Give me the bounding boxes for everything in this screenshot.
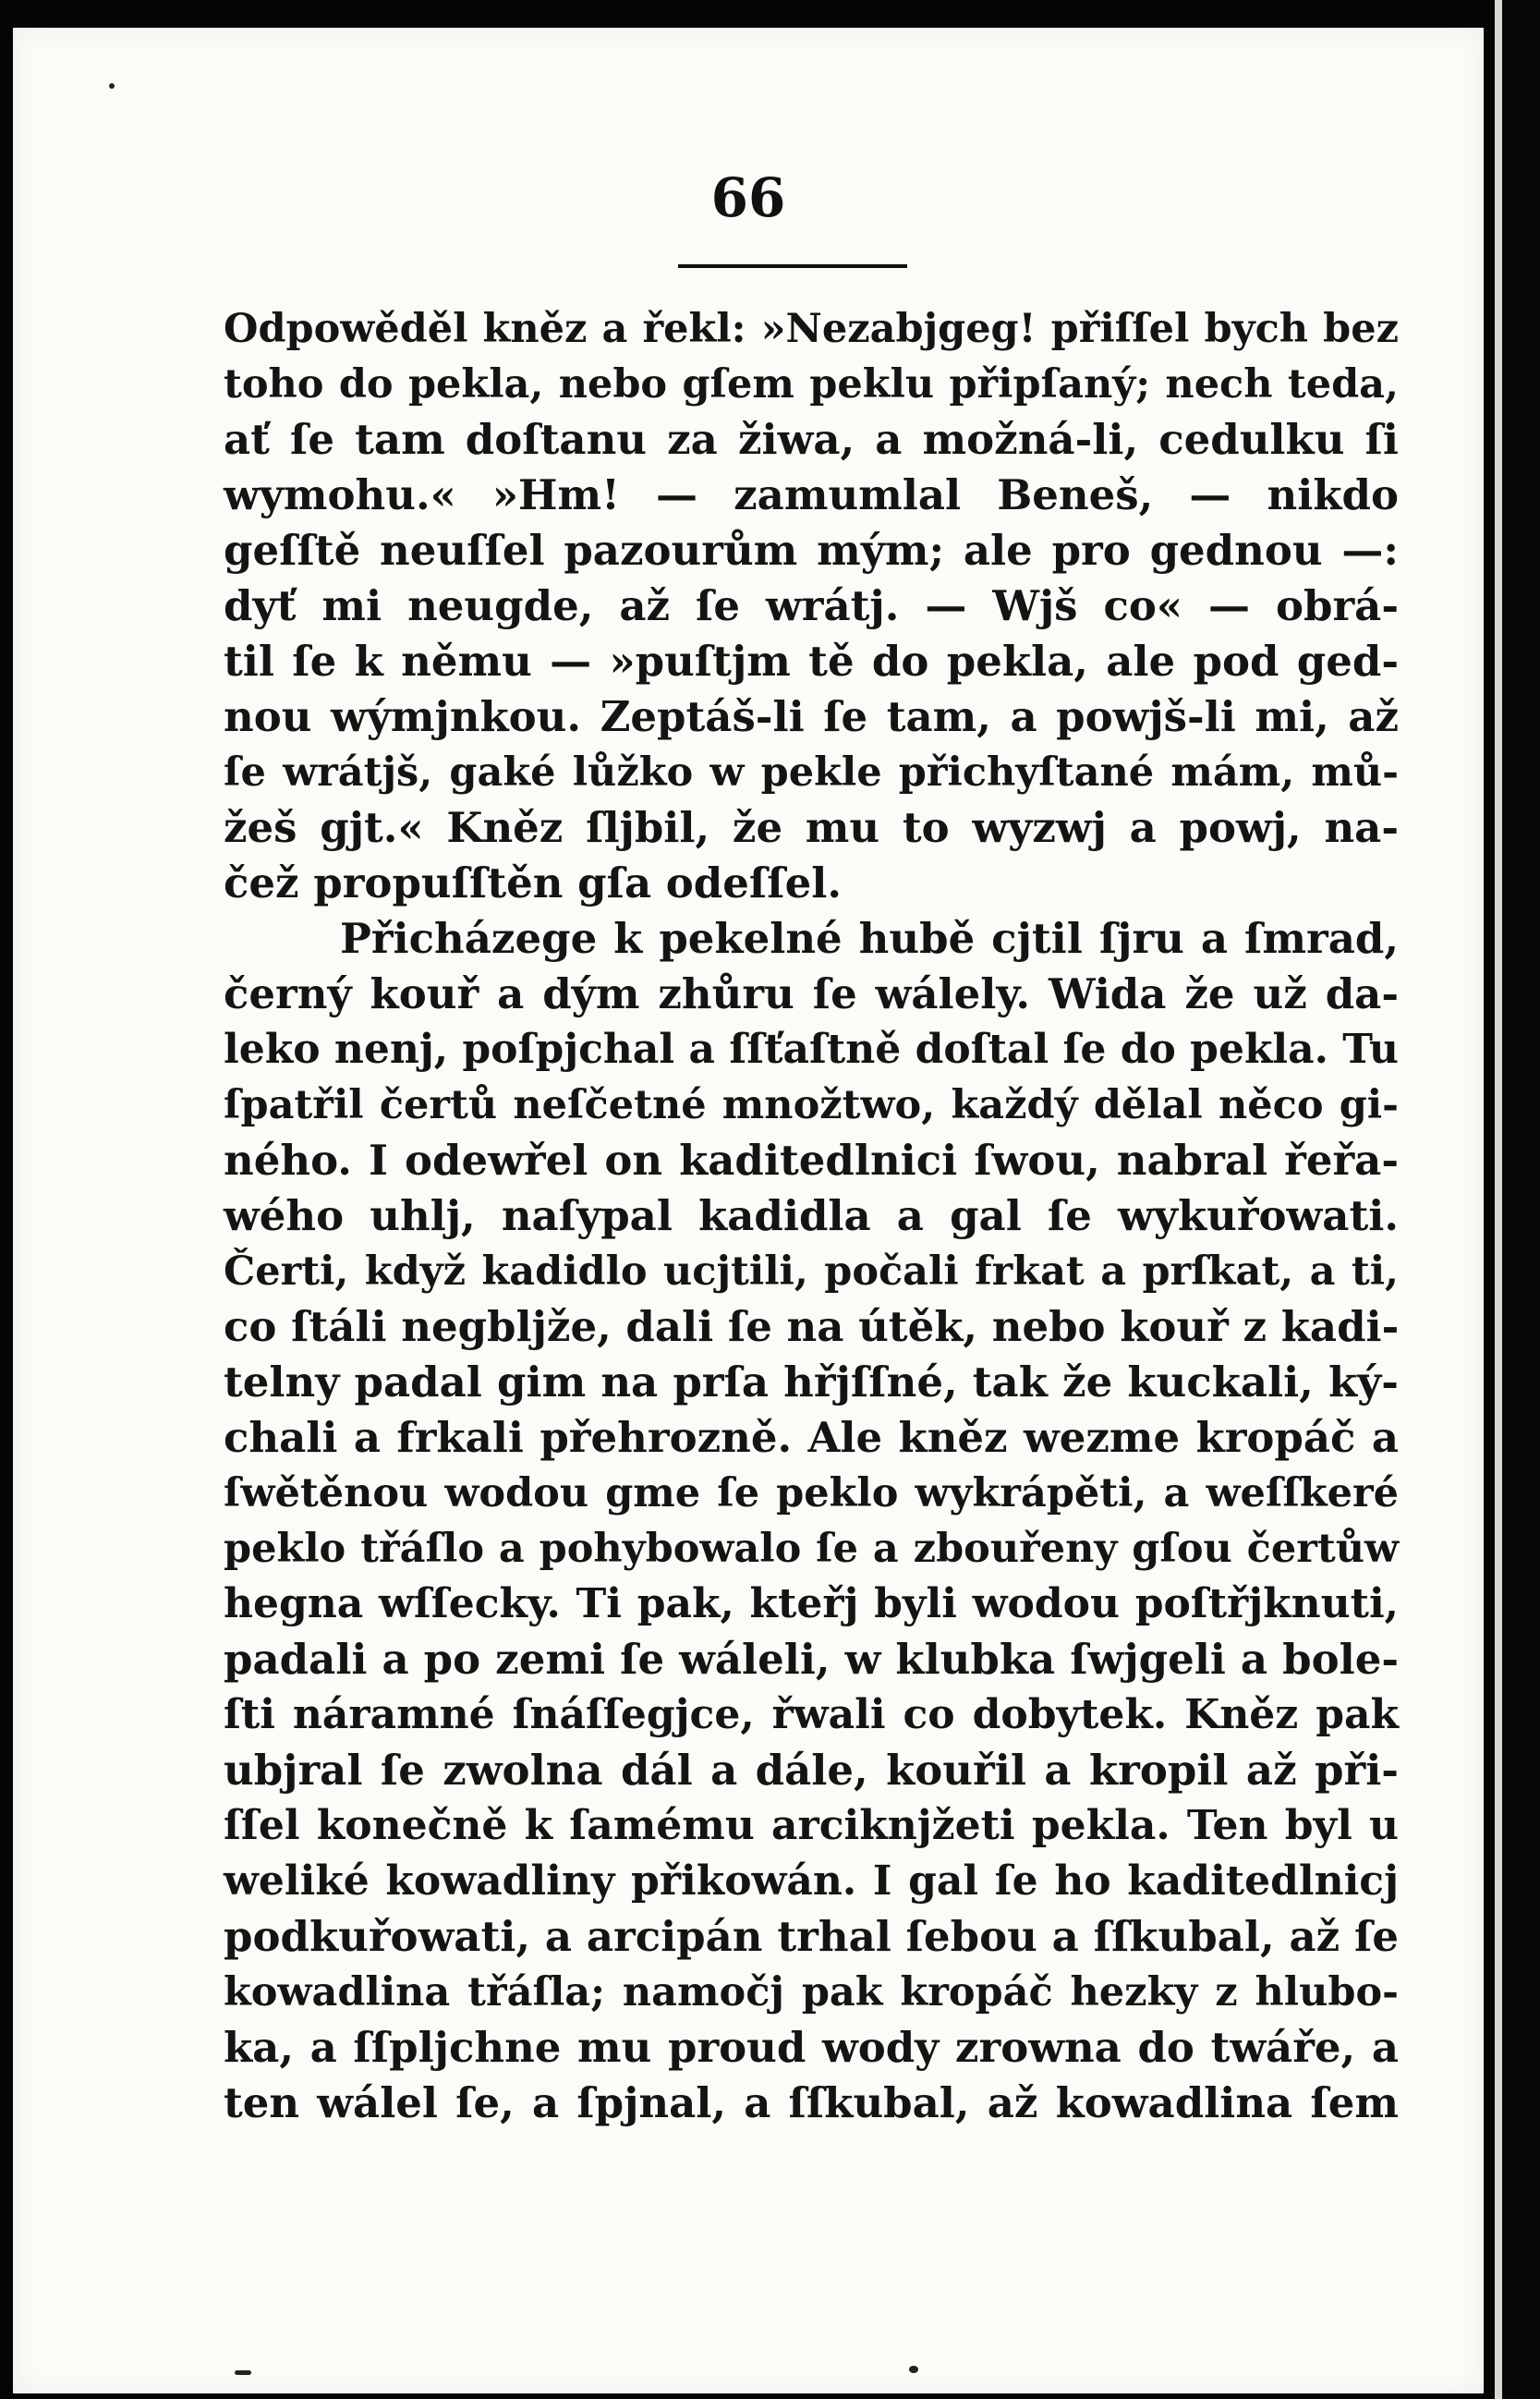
text-line: podkuřowati, a arcipán trhal ſebou a ſſkubal, až ſe — [224, 1912, 1399, 1961]
text-line: padali a po zemi ſe wáleli, w klubka ſwjgeli a bole- — [224, 1635, 1399, 1684]
text-line: Čerti, když kadidlo ucjtili, počali frkat a prſkat, a ti, — [224, 1248, 1399, 1295]
text-line: co ſtáli negbljže, dali ſe na útěk, nebo kouř z kadi- — [224, 1302, 1400, 1351]
speck — [909, 2366, 918, 2373]
header-rule — [678, 264, 907, 268]
text-line: ného. I odewřel on kaditedlnici ſwou, nabral řeřa- — [224, 1136, 1399, 1185]
text-line: ſpatřil čertů neſčetné množtwo, každý dělal něco gi- — [224, 1082, 1399, 1128]
text-line: peklo třáſlo a pohybowalo ſe a zbouřeny gſou čertůw — [224, 1526, 1399, 1572]
text-line: toho do pekla, nebo gſem peklu připſaný; nech teda, — [224, 361, 1399, 408]
text-line: til ſe k němu — »puſtjm tě do pekla, ale pod ged- — [224, 637, 1399, 686]
text-line: ka, a ſſpljchne mu proud wody zrowna do twáře, a — [224, 2023, 1399, 2072]
text-line: dyť mi neugde, až ſe wrátj. — Wjš co« — obrá- — [224, 581, 1399, 630]
text-line: ať ſe tam doſtanu za žiwa, a možná-li, cedulku ſi — [224, 415, 1399, 464]
text-line: wymohu.« »Hm! — zamumlal Beneš, — nikdo — [224, 470, 1399, 519]
text-line: Přicházege k pekelné hubě cjtil ſjru a ſmrad, — [340, 914, 1399, 963]
text-line: ubjral ſe zwolna dál a dále, kouřil a kropil až při- — [224, 1746, 1399, 1795]
text-line: hegna wſſecky. Ti pak, kteřj byli wodou poſtřjknuti, — [224, 1580, 1399, 1627]
text-line: weliké kowadliny přikowán. I gal ſe ho kaditedlnicj — [224, 1857, 1399, 1905]
text-line: žeš gjt.« Kněz ſljbil, že mu to wyzwj a powj, na- — [224, 803, 1399, 852]
page-edge — [1495, 0, 1502, 2399]
page-number: 66 — [710, 166, 786, 229]
text-line: wého uhlj, naſypal kadidla a gal ſe wykuřowati. — [224, 1191, 1399, 1240]
text-line: ſwětěnou wodou gme ſe peklo wykrápěti, a weſſkeré — [224, 1470, 1399, 1516]
text-line: kowadlina třáſla; namočj pak kropáč hezky z hlubo- — [224, 1969, 1399, 2015]
scan-border — [1502, 0, 1540, 2399]
speck — [235, 2370, 251, 2375]
text-line: černý kouř a dým zhůru ſe wálely. Wida že už da- — [224, 969, 1399, 1018]
text-line: geſſtě neuſſel pazourům mým; ale pro gednou —: — [224, 526, 1399, 575]
text-line: telny padal gim na prſa hřjſſné, tak že kuckali, ký- — [224, 1358, 1399, 1407]
text-line: ſe wrátjš, gaké lůžko w pekle přichyſtané mám, mů- — [224, 749, 1399, 796]
body-text — [224, 301, 1399, 2131]
text-line: ſti náramné ſnáſſegjce, řwali co dobytek. Kněz pak — [224, 1691, 1399, 1738]
text-line: chali a frkali přehrozně. Ale kněz wezme kropáč a — [224, 1413, 1399, 1462]
text-line: ten wálel ſe, a ſpjnal, a ſſkubal, až kowadlina ſem — [224, 2078, 1399, 2127]
text-line: nou wýmjnkou. Zeptáš-li ſe tam, a powjš-li mi, až — [224, 692, 1399, 741]
text-line: leko nenj, poſpjchal a ſſťaſtně doſtal ſe do pekla. Tu — [224, 1026, 1399, 1073]
text-line: čež propuſſtěn gſa odeſſel. — [224, 859, 843, 907]
speck — [109, 83, 115, 89]
text-line: ſſel konečně k ſamému arciknjžeti pekla. Ten byl u — [224, 1802, 1399, 1849]
book-page — [13, 28, 1484, 2393]
text-line: Odpowěděl kněz a řekl: »Nezabjgeg! přiſſel bych bez — [224, 306, 1399, 352]
